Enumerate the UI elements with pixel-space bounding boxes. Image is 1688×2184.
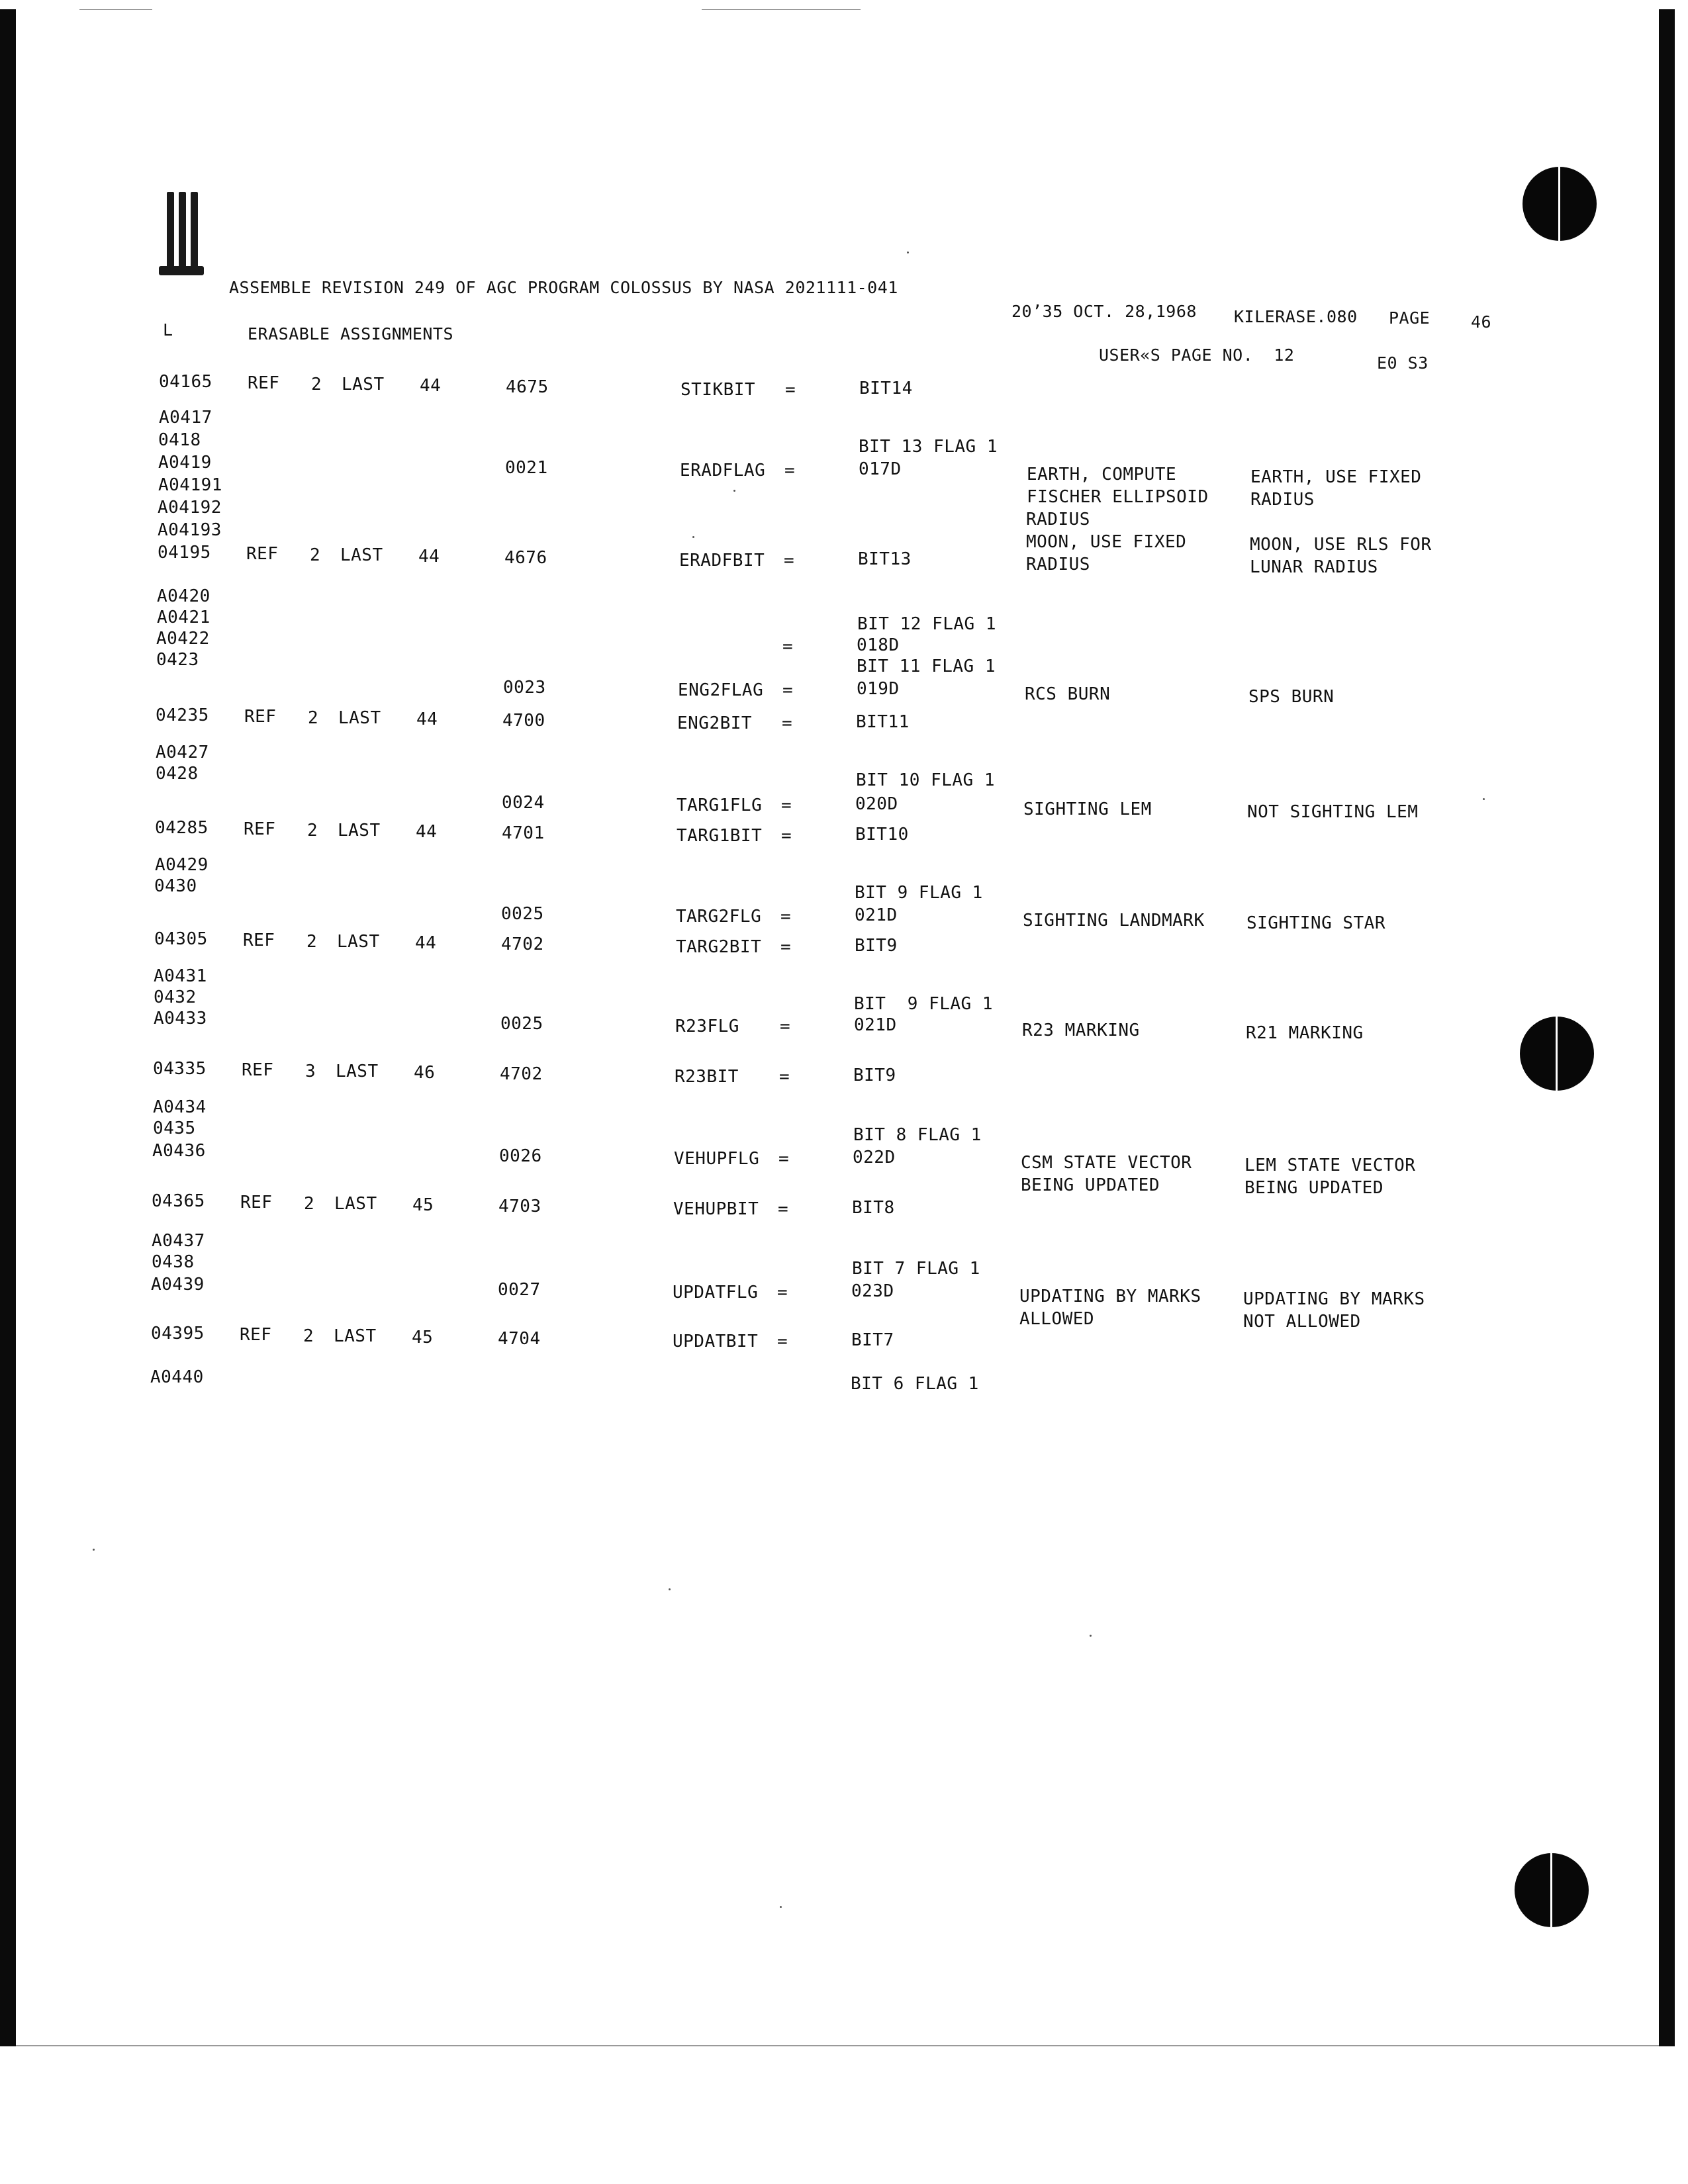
listing-comment-reset: SIGHTING STAR	[1246, 913, 1385, 933]
listing-ref-count: 2	[308, 708, 319, 728]
users-page-number: USER«S PAGE NO. 12	[1099, 345, 1295, 365]
listing-ref-keyword: REF	[243, 931, 275, 950]
listing-address: 4703	[498, 1197, 541, 1216]
top-rule-fragment	[79, 9, 152, 10]
listing-comment-set: EARTH, COMPUTE	[1027, 465, 1177, 484]
listing-last-keyword: LAST	[342, 375, 385, 394]
listing-value: 019D	[857, 679, 900, 699]
listing-symbol: R23BIT	[675, 1067, 739, 1087]
listing-location: 04395	[151, 1324, 205, 1343]
listing-address: 4702	[501, 934, 544, 954]
listing-location: 0430	[154, 876, 197, 896]
listing-comment-reset: R21 MARKING	[1246, 1023, 1364, 1043]
listing-location: 04195	[158, 543, 211, 563]
listing-equals-sign: =	[782, 680, 794, 700]
listing-symbol: R23FLG	[675, 1017, 739, 1036]
listing-value: BIT7	[851, 1330, 894, 1350]
listing-comment-set: MOON, USE FIXED	[1026, 532, 1187, 552]
listing-comment-set: BEING UPDATED	[1021, 1175, 1160, 1195]
listing-equals-sign: =	[784, 551, 795, 570]
listing-address: 4704	[498, 1329, 541, 1349]
listing-comment-reset: SPS BURN	[1248, 687, 1335, 707]
binder-clip-mark	[167, 192, 207, 278]
listing-value: BIT8	[852, 1198, 895, 1218]
listing-comment-set: RADIUS	[1026, 555, 1090, 574]
listing-comment-set: CSM STATE VECTOR	[1021, 1153, 1192, 1173]
listing-equals-sign: =	[784, 461, 796, 480]
listing-ref-count: 2	[306, 932, 318, 952]
listing-value: BIT 9 FLAG 1	[854, 994, 993, 1014]
listing-symbol: ENG2BIT	[677, 713, 753, 733]
listing-last-page: 45	[412, 1328, 434, 1347]
listing-ref-keyword: REF	[240, 1325, 272, 1345]
listing-location: 0423	[156, 650, 199, 670]
listing-equals-sign: =	[782, 713, 793, 733]
listing-comment-set: R23 MARKING	[1022, 1021, 1140, 1040]
listing-comment-set: FISCHER ELLIPSOID	[1027, 487, 1209, 507]
listing-address: 4700	[502, 711, 545, 731]
listing-location: 04285	[155, 818, 209, 838]
listing-value: BIT 11 FLAG 1	[857, 657, 996, 676]
listing-equals-sign: =	[777, 1283, 788, 1302]
listing-comment-reset: MOON, USE RLS FOR	[1250, 535, 1432, 555]
listing-equals-sign: =	[780, 937, 792, 957]
listing-location: A0417	[159, 408, 212, 428]
listing-symbol: TARG1FLG	[677, 796, 763, 815]
listing-value: BIT 8 FLAG 1	[853, 1125, 982, 1145]
listing-ref-count: 2	[303, 1326, 314, 1346]
listing-location: A0436	[152, 1141, 206, 1161]
listing-value: BIT9	[853, 1066, 896, 1085]
listing-location: A0440	[150, 1367, 204, 1387]
listing-last-keyword: LAST	[337, 932, 380, 952]
listing-value: BIT9	[855, 936, 898, 956]
listing-equals-sign: =	[780, 1017, 791, 1036]
listing-address: 4702	[500, 1064, 543, 1084]
listing-ref-keyword: REF	[244, 819, 276, 839]
listing-address: 0027	[498, 1280, 541, 1300]
header-timestamp: 20’35 OCT. 28,1968	[1011, 302, 1197, 321]
listing-ref-count: 2	[307, 821, 318, 841]
listing-location: 04235	[156, 705, 209, 725]
listing-location: 04335	[153, 1059, 207, 1079]
listing-address: 4676	[504, 548, 547, 568]
scan-speck	[1090, 1635, 1092, 1637]
listing-location: A0422	[156, 629, 210, 649]
header-title: ASSEMBLE REVISION 249 OF AGC PROGRAM COLOSSUS BY NASA 2021111-041	[229, 278, 898, 297]
listing-comment-set: RCS BURN	[1025, 684, 1111, 704]
listing-symbol: TARG2BIT	[676, 937, 762, 957]
listing-comment-reset: RADIUS	[1250, 490, 1315, 510]
listing-value: BIT11	[856, 712, 910, 732]
listing-ref-keyword: REF	[248, 373, 280, 393]
listing-address: 4675	[506, 377, 549, 397]
listing-location: A0421	[157, 608, 211, 627]
listing-ref-count: 3	[305, 1062, 316, 1081]
listing-location: 0438	[152, 1252, 195, 1272]
listing-value: 022D	[853, 1148, 896, 1167]
listing-comment-reset: UPDATING BY MARKS	[1243, 1289, 1425, 1309]
scan-speck	[93, 1549, 95, 1551]
bottom-rule	[16, 2045, 1659, 2046]
listing-comment-reset: LEM STATE VECTOR	[1244, 1156, 1416, 1175]
listing-last-keyword: LAST	[336, 1062, 379, 1081]
top-rule-fragment	[702, 9, 861, 10]
listing-ref-keyword: REF	[244, 707, 277, 727]
scan-speck	[692, 536, 694, 538]
listing-last-page: 45	[412, 1195, 434, 1215]
listing-last-keyword: LAST	[334, 1194, 377, 1214]
listing-equals-sign: =	[781, 796, 792, 815]
listing-symbol: ERADFBIT	[679, 551, 765, 570]
listing-last-page: 46	[414, 1063, 436, 1083]
scan-speck	[669, 1588, 671, 1590]
listing-symbol: UPDATFLG	[673, 1283, 759, 1302]
listing-location: A04192	[158, 498, 222, 518]
scan-speck	[907, 251, 909, 253]
listing-value: BIT10	[855, 825, 909, 844]
listing-value: BIT14	[859, 379, 913, 398]
listing-symbol: TARG1BIT	[677, 826, 763, 846]
listing-value: BIT 7 FLAG 1	[852, 1259, 980, 1279]
listing-last-keyword: LAST	[340, 545, 383, 565]
listing-location: A0429	[155, 855, 209, 875]
listing-last-page: 44	[418, 547, 440, 567]
listing-address: 0025	[500, 1014, 543, 1034]
listing-location: A0431	[154, 966, 207, 986]
listing-value: BIT 10 FLAG 1	[856, 770, 995, 790]
listing-equals-sign: =	[785, 380, 796, 400]
listing-ref-keyword: REF	[246, 544, 279, 564]
listing-symbol: VEHUPFLG	[674, 1149, 760, 1169]
listing-address: 4701	[502, 823, 545, 843]
listing-value: BIT 12 FLAG 1	[857, 614, 996, 634]
listing-location: 04165	[159, 372, 212, 392]
listing-comment-set: SIGHTING LEM	[1023, 799, 1152, 819]
scan-speck	[780, 1906, 782, 1908]
listing-equals-sign: =	[780, 907, 792, 927]
listing-symbol: TARG2FLG	[676, 907, 762, 927]
listing-value: BIT 6 FLAG 1	[851, 1374, 979, 1394]
listing-address: 0026	[499, 1146, 542, 1166]
listing-comment-set: UPDATING BY MARKS	[1019, 1287, 1201, 1306]
listing-comment-set: RADIUS	[1026, 510, 1090, 529]
listing-value: 020D	[855, 794, 898, 814]
listing-last-keyword: LAST	[334, 1326, 377, 1346]
listing-location: 04365	[152, 1191, 205, 1211]
listing-value: 018D	[857, 635, 900, 655]
listing-last-keyword: LAST	[338, 708, 381, 728]
margin-letter: L	[163, 320, 173, 340]
listing-value: BIT13	[858, 549, 912, 569]
listing-comment-reset: EARTH, USE FIXED	[1250, 467, 1422, 487]
listing-comment-reset: NOT SIGHTING LEM	[1247, 802, 1419, 822]
listing-equals-sign: =	[778, 1149, 790, 1169]
listing-equals-sign: =	[779, 1067, 790, 1087]
listing-comment-reset: BEING UPDATED	[1244, 1178, 1383, 1198]
section-title: ERASABLE ASSIGNMENTS	[248, 324, 454, 343]
scan-right-edge	[1659, 9, 1675, 2046]
listing-location: A0420	[157, 586, 211, 606]
listing-location: 0432	[154, 987, 197, 1007]
listing-location: 04305	[154, 929, 208, 949]
punch-hole	[1520, 1017, 1594, 1091]
listing-location: A04191	[158, 475, 222, 495]
listing-comment-set: ALLOWED	[1019, 1309, 1095, 1329]
listing-symbol: VEHUPBIT	[673, 1199, 759, 1219]
scan-speck	[733, 490, 735, 492]
listing-ref-keyword: REF	[242, 1060, 274, 1080]
listing-location: 0418	[158, 430, 201, 450]
listing-address: 0024	[502, 793, 545, 813]
listing-equals-sign: =	[782, 637, 794, 657]
header-file: KILERASE.080	[1234, 307, 1358, 326]
eo-marker: E0 S3	[1377, 353, 1429, 373]
listing-ref-keyword: REF	[240, 1193, 273, 1212]
header-page-number: 46	[1471, 312, 1492, 332]
listing-symbol: ENG2FLAG	[678, 680, 764, 700]
listing-value: 023D	[851, 1281, 894, 1301]
listing-equals-sign: =	[778, 1199, 789, 1219]
listing-comment-reset: NOT ALLOWED	[1243, 1312, 1361, 1332]
punch-hole	[1523, 167, 1597, 241]
listing-location: A0433	[154, 1009, 207, 1028]
listing-address: 0025	[501, 904, 544, 924]
listing-last-page: 44	[420, 376, 442, 396]
listing-location: A0427	[156, 743, 209, 762]
listing-comment-reset: LUNAR RADIUS	[1250, 557, 1378, 577]
listing-ref-count: 2	[310, 545, 321, 565]
listing-value: BIT 13 FLAG 1	[859, 437, 998, 457]
listing-location: 0428	[156, 764, 199, 784]
listing-location: 0435	[153, 1118, 196, 1138]
listing-value: 017D	[859, 459, 902, 479]
listing-equals-sign: =	[777, 1332, 788, 1351]
listing-address: 0023	[503, 678, 546, 698]
listing-location: A0419	[158, 453, 212, 473]
listing-ref-count: 2	[311, 375, 322, 394]
listing-symbol: UPDATBIT	[673, 1332, 759, 1351]
listing-location: A04193	[158, 520, 222, 540]
listing-value: BIT 9 FLAG 1	[855, 883, 983, 903]
listing-symbol: STIKBIT	[680, 380, 756, 400]
scan-left-edge	[0, 9, 16, 2046]
header-page-label: PAGE	[1389, 308, 1430, 328]
listing-ref-count: 2	[304, 1194, 315, 1214]
listing-symbol: ERADFLAG	[680, 461, 766, 480]
scan-speck	[1483, 798, 1485, 800]
listing-comment-set: SIGHTING LANDMARK	[1023, 911, 1205, 931]
listing-location: A0434	[153, 1097, 207, 1117]
listing-location: A0437	[152, 1231, 205, 1251]
punch-hole	[1515, 1853, 1589, 1927]
listing-equals-sign: =	[781, 826, 792, 846]
listing-last-page: 44	[416, 709, 438, 729]
listing-last-keyword: LAST	[338, 821, 381, 841]
listing-value: 021D	[855, 905, 898, 925]
listing-location: A0439	[151, 1275, 205, 1295]
listing-address: 0021	[505, 458, 548, 478]
listing-last-page: 44	[415, 933, 437, 953]
listing-last-page: 44	[416, 822, 438, 842]
listing-value: 021D	[854, 1015, 897, 1035]
